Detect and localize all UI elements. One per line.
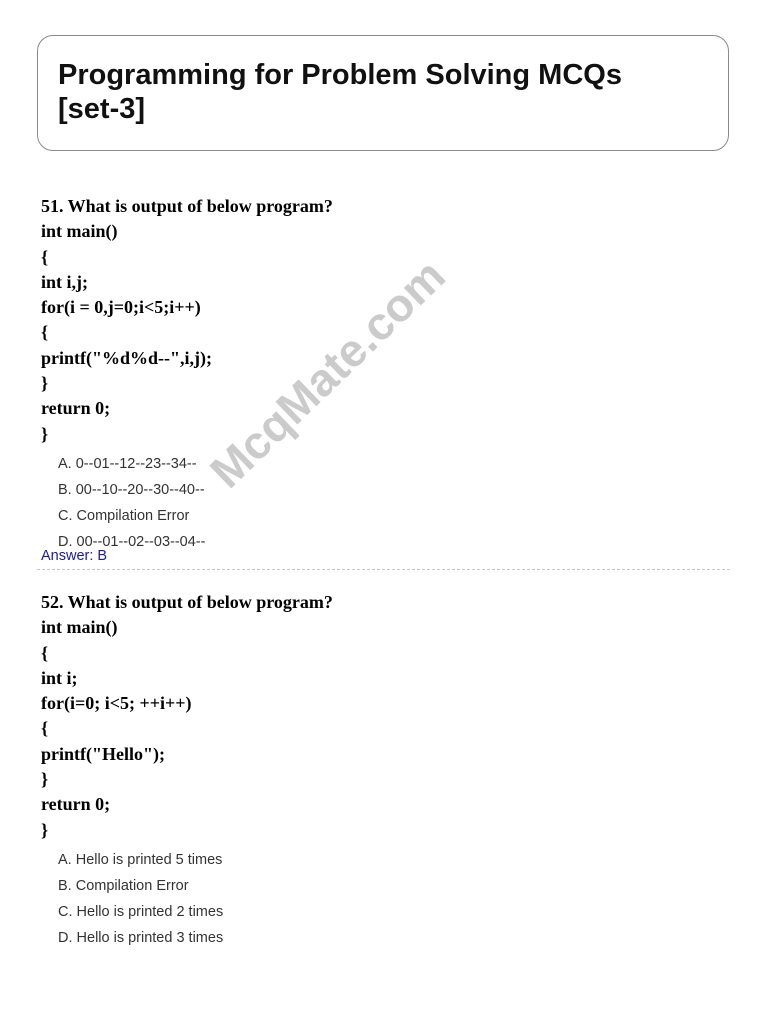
code-line: return 0; <box>41 398 111 419</box>
watermark: McqMate.com <box>199 249 455 498</box>
option-b: B. Compilation Error <box>58 877 189 894</box>
option-c: C. Compilation Error <box>58 507 190 524</box>
code-line: return 0; <box>41 794 111 815</box>
code-line: for(i = 0,j=0;i<5;i++) <box>41 297 201 318</box>
code-line: printf("%d%d--",i,j); <box>41 347 212 368</box>
code-line: int i; <box>41 667 78 688</box>
question-51 <box>41 194 731 565</box>
code-line: { <box>41 246 49 267</box>
code-line: { <box>41 718 49 739</box>
option-a: A. Hello is printed 5 times <box>58 851 223 868</box>
code-line: } <box>41 769 49 790</box>
option-d: D. 00--01--02--03--04-- <box>58 533 206 550</box>
question-51-text: 51. What is output of below program? <box>41 196 333 216</box>
code-line: for(i=0; i<5; ++i++) <box>41 693 192 714</box>
question-52 <box>41 590 731 951</box>
title-box <box>37 35 729 151</box>
code-line: } <box>41 423 49 444</box>
option-b: B. 00--10--20--30--40-- <box>58 481 205 498</box>
page-title-line-2: [set-3] <box>58 93 146 125</box>
code-line: } <box>41 373 49 394</box>
options-list <box>58 847 731 951</box>
page-title-line-1: Programming for Problem Solving MCQs <box>58 59 622 91</box>
option-d: D. Hello is printed 3 times <box>58 929 224 946</box>
options-list <box>58 451 731 555</box>
page-title <box>58 58 708 126</box>
option-c: C. Hello is printed 2 times <box>58 903 224 920</box>
answer-text: Answer: B <box>41 547 108 564</box>
code-line: } <box>41 819 49 840</box>
option-a: A. 0--01--12--23--34-- <box>58 455 197 472</box>
divider <box>37 569 730 570</box>
code-line: printf("Hello"); <box>41 743 165 764</box>
code-line: int i,j; <box>41 271 88 292</box>
code-line: int main() <box>41 617 118 638</box>
question-52-text: 52. What is output of below program? <box>41 592 333 612</box>
code-line: { <box>41 322 49 343</box>
code-line: int main() <box>41 221 118 242</box>
code-line: { <box>41 642 49 663</box>
